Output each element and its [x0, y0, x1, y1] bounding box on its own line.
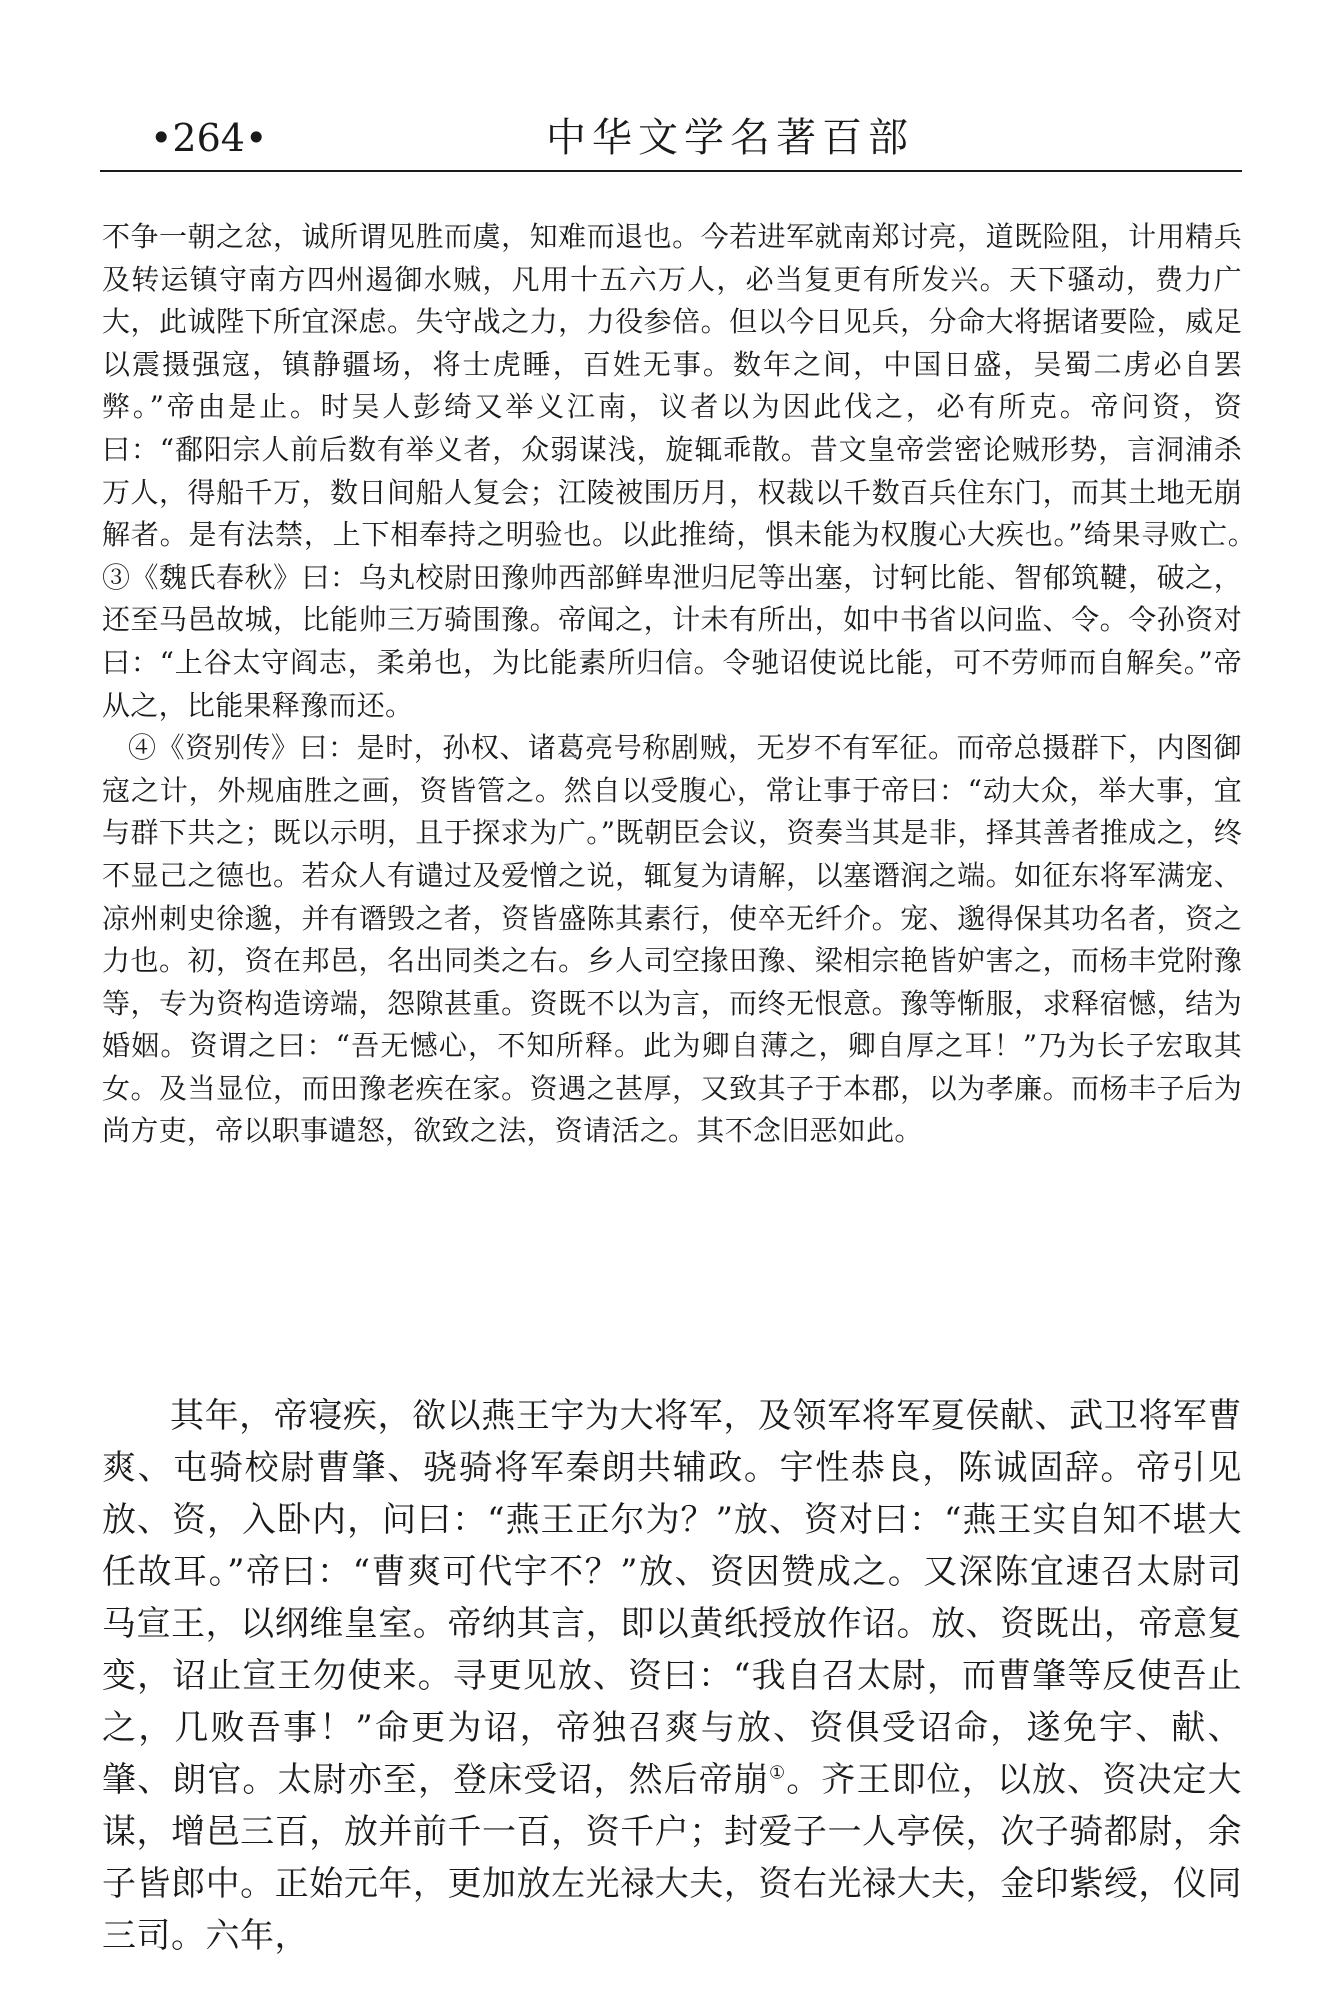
book-title: 中华文学名著百部 [546, 115, 914, 161]
annotation-block [102, 216, 1271, 1153]
page-header [100, 108, 1242, 168]
header-rule [100, 170, 1242, 172]
page-number: •264• [150, 116, 268, 160]
note-paragraph: ④《资别传》曰：是时，孙权、诸葛亮号称剧贼，无岁不有军征。而帝总摄群下，内图御寇之计，外规庙胜之画，资皆管之。然自以受腹心，常让事于帝曰：“动大众，举大事，宜与群下共之；既以示明，且于探求为广。”既朝臣会议，资奏当其是非，择其善者推成之，终不显己之德也。若众人有谴过及爱憎之说，辄复为请解，以塞谮润之端。如征东将军满宠、凉州刺史徐邈，并有谮毁之者，资皆盛陈其素行，使卒无纤介。宠、邈得保其功名者，资之力也。初，资在邦邑，名出同类之右。乡人司空掾田豫、梁相宗艳皆妒害之，而杨丰党附豫等，专为资构造谤端，怨隙甚重。资既不以为言，而终无恨意。豫等惭服，求释宿憾，结为婚姻。资谓之曰：“吾无憾心，不知所释。此为卿自薄之，卿自厚之耳！”乃为长子宏取其女。及当显位，而田豫老疾在家。资遇之甚厚，又致其子于本郡，以为孝廉。而杨丰子后为尚方吏，帝以职事谴怒，欲致之法，资请活之。其不念旧恶如此。 [102, 731, 1242, 1148]
main-text-part: 其年，帝寝疾，欲以燕王宇为大将军，及领军将军夏侯献、武卫将军曹爽、屯骑校尉曹肇、骁骑将军秦朗共辅政。宇性恭良，陈诚固辞。帝引见放、资，入卧内，问曰：“燕王正尔为？”放、资对曰：“燕王实自知不堪大任故耳。”帝曰：“曹爽可代宇不？”放、资因赞成之。又深陈宜速召太尉司马宣王，以纲维皇室。帝纳其言，即以黄纸授放作诏。放、资既出，帝意复变，诏止宣王勿使来。寻更见放、资曰：“我自召太尉，而曹肇等反使吾止之，几败吾事！”命更为诏，帝独召爽与放、资俱受诏命，遂免宇、献、肇、朗官。太尉亦至，登床受诏，然后帝崩 [102, 1396, 1242, 1800]
main-paragraph [102, 1390, 1242, 1962]
footnote-marker: ① [769, 1762, 787, 1784]
note-paragraph: 不争一朝之忿，诚所谓见胜而虞，知难而退也。今若进军就南郑讨亮，道既险阻，计用精兵及转运镇守南方四州遏御水贼，凡用十五六万人，必当复更有所发兴。天下骚动，费力广大，此诚陛下所宜深虑。失守战之力，力役参倍。但以今日见兵，分命大将据诸要险，威足以震摄强寇，镇静疆场，将士虎睡，百姓无事。数年之间，中国日盛，吴蜀二虏必自罢弊。”帝由是止。时吴人彭绮又举义江南，议者以为因此伐之，必有所克。帝问资，资曰：“鄱阳宗人前后数有举义者，众弱谋浅，旋辄乖散。昔文皇帝尝密论贼形势，言洞浦杀万人，得船千万，数日间船人复会；江陵被围历月，权裁以千数百兵住东门，而其土地无崩解者。是有法禁，上下相奉持之明验也。以此推绮，惧未能为权腹心大疾也。”绮果寻败亡。 ③《魏氏春秋》曰：乌丸校尉田豫帅西部鲜卑泄归尼等出塞，讨轲比能、智郁筑鞬，破之，还至马邑故城，比能帅三万骑围豫。帝闻之，计未有所出，如中书省以问监、令。令孙资对曰：“上谷太守阎志，柔弟也，为比能素所归信。令驰诏使说比能，可不劳师而自解矣。”帝从之，比能果释豫而还。 [102, 220, 1271, 722]
main-text-block [102, 1390, 1242, 1962]
main-text-part: 。齐王即位，以放、资决定大谋，增邑三百，放并前千一百，资千户；封爱子一人亭侯，次子骑都尉，余子皆郎中。正始元年，更加放左光禄大夫，资右光禄大夫，金印紫绶，仪同三司。六年， [102, 1760, 1243, 1956]
